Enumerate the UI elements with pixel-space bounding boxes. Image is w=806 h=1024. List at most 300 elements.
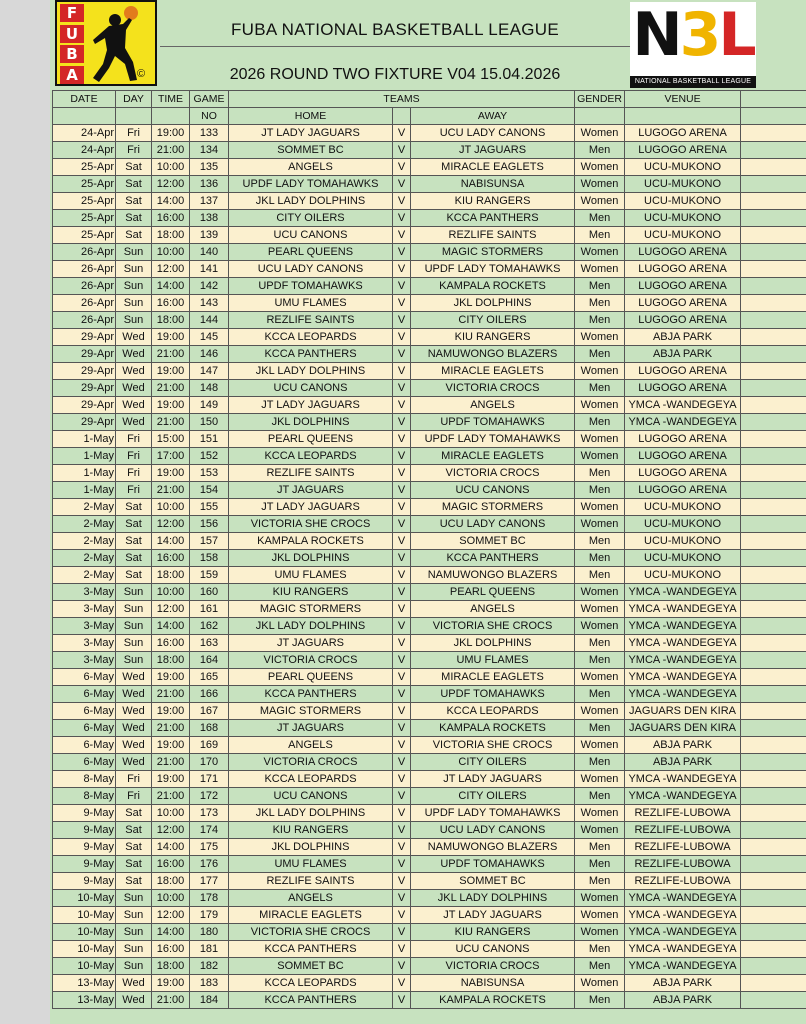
venue-cell: YMCA -WANDEGEYA bbox=[625, 924, 741, 941]
game-no-cell: 168 bbox=[190, 720, 229, 737]
fixture-row bbox=[53, 142, 806, 159]
away-team-cell: KIU RANGERS bbox=[411, 924, 575, 941]
away-team-cell: KAMPALA ROCKETS bbox=[411, 992, 575, 1009]
vs-cell: V bbox=[393, 856, 411, 873]
venue-cell: YMCA -WANDEGEYA bbox=[625, 686, 741, 703]
home-team-cell: ANGELS bbox=[229, 890, 393, 907]
fuba-letter-a: A bbox=[60, 66, 84, 84]
game-no-cell: 161 bbox=[190, 601, 229, 618]
home-team-cell: UMU FLAMES bbox=[229, 567, 393, 584]
game-no-cell: 138 bbox=[190, 210, 229, 227]
away-team-cell: KIU RANGERS bbox=[411, 329, 575, 346]
date-cell: 26-Apr bbox=[53, 295, 116, 312]
gender-cell: Men bbox=[575, 856, 625, 873]
fixture-row bbox=[53, 686, 806, 703]
home-team-cell: JKL LADY DOLPHINS bbox=[229, 618, 393, 635]
time-cell: 18:00 bbox=[152, 652, 190, 669]
day-cell: Fri bbox=[116, 125, 152, 142]
home-team-cell: PEARL QUEENS bbox=[229, 244, 393, 261]
home-team-cell: UPDF LADY TOMAHAWKS bbox=[229, 176, 393, 193]
date-cell: 25-Apr bbox=[53, 227, 116, 244]
blank-cell bbox=[741, 703, 806, 720]
nbl-logo-tagline: NATIONAL BASKETBALL LEAGUE bbox=[630, 76, 756, 88]
time-cell: 19:00 bbox=[152, 771, 190, 788]
game-no-cell: 156 bbox=[190, 516, 229, 533]
date-cell: 3-May bbox=[53, 584, 116, 601]
col-home: HOME bbox=[229, 108, 393, 125]
day-cell: Sat bbox=[116, 567, 152, 584]
blank-cell bbox=[741, 448, 806, 465]
day-cell: Fri bbox=[116, 465, 152, 482]
col-venue-sub bbox=[625, 108, 741, 125]
vs-cell: V bbox=[393, 992, 411, 1009]
date-cell: 10-May bbox=[53, 924, 116, 941]
blank-cell bbox=[741, 618, 806, 635]
date-cell: 29-Apr bbox=[53, 363, 116, 380]
day-cell: Sun bbox=[116, 958, 152, 975]
date-cell: 9-May bbox=[53, 822, 116, 839]
vs-cell: V bbox=[393, 720, 411, 737]
fixture-row bbox=[53, 465, 806, 482]
away-team-cell: UPDF TOMAHAWKS bbox=[411, 686, 575, 703]
date-cell: 2-May bbox=[53, 499, 116, 516]
day-cell: Sun bbox=[116, 244, 152, 261]
date-cell: 9-May bbox=[53, 839, 116, 856]
date-cell: 25-Apr bbox=[53, 159, 116, 176]
gender-cell: Men bbox=[575, 873, 625, 890]
fixture-row bbox=[53, 975, 806, 992]
away-team-cell: KCCA LEOPARDS bbox=[411, 703, 575, 720]
home-team-cell: SOMMET BC bbox=[229, 142, 393, 159]
game-no-cell: 167 bbox=[190, 703, 229, 720]
game-no-cell: 140 bbox=[190, 244, 229, 261]
home-team-cell: KCCA PANTHERS bbox=[229, 346, 393, 363]
time-cell: 21:00 bbox=[152, 720, 190, 737]
away-team-cell: MIRACLE EAGLETS bbox=[411, 669, 575, 686]
venue-cell: YMCA -WANDEGEYA bbox=[625, 414, 741, 431]
gender-cell: Women bbox=[575, 431, 625, 448]
gender-cell: Men bbox=[575, 346, 625, 363]
fixture-row bbox=[53, 601, 806, 618]
home-team-cell: REZLIFE SAINTS bbox=[229, 465, 393, 482]
away-team-cell: JKL DOLPHINS bbox=[411, 635, 575, 652]
game-no-cell: 148 bbox=[190, 380, 229, 397]
blank-cell bbox=[741, 635, 806, 652]
home-team-cell: VICTORIA CROCS bbox=[229, 652, 393, 669]
blank-cell bbox=[741, 805, 806, 822]
venue-cell: LUGOGO ARENA bbox=[625, 380, 741, 397]
away-team-cell: VICTORIA SHE CROCS bbox=[411, 618, 575, 635]
blank-cell bbox=[741, 856, 806, 873]
date-cell: 2-May bbox=[53, 567, 116, 584]
game-no-cell: 153 bbox=[190, 465, 229, 482]
date-cell: 3-May bbox=[53, 601, 116, 618]
vs-cell: V bbox=[393, 380, 411, 397]
game-no-cell: 183 bbox=[190, 975, 229, 992]
game-no-cell: 134 bbox=[190, 142, 229, 159]
game-no-cell: 164 bbox=[190, 652, 229, 669]
venue-cell: UCU-MUKONO bbox=[625, 227, 741, 244]
vs-cell: V bbox=[393, 176, 411, 193]
header bbox=[50, 0, 806, 90]
away-team-cell: KAMPALA ROCKETS bbox=[411, 278, 575, 295]
away-team-cell: UPDF TOMAHAWKS bbox=[411, 414, 575, 431]
time-cell: 16:00 bbox=[152, 635, 190, 652]
gender-cell: Men bbox=[575, 414, 625, 431]
date-cell: 6-May bbox=[53, 720, 116, 737]
date-cell: 24-Apr bbox=[53, 142, 116, 159]
away-team-cell: VICTORIA CROCS bbox=[411, 380, 575, 397]
time-cell: 14:00 bbox=[152, 618, 190, 635]
away-team-cell: SOMMET BC bbox=[411, 873, 575, 890]
date-cell: 29-Apr bbox=[53, 329, 116, 346]
vs-cell: V bbox=[393, 329, 411, 346]
time-cell: 21:00 bbox=[152, 992, 190, 1009]
vs-cell: V bbox=[393, 975, 411, 992]
venue-cell: LUGOGO ARENA bbox=[625, 261, 741, 278]
blank-cell bbox=[741, 125, 806, 142]
blank-cell bbox=[741, 142, 806, 159]
fixture-row bbox=[53, 652, 806, 669]
away-team-cell: UCU LADY CANONS bbox=[411, 125, 575, 142]
venue-cell: JAGUARS DEN KIRA bbox=[625, 720, 741, 737]
away-team-cell: ANGELS bbox=[411, 397, 575, 414]
fuba-logo-letters bbox=[60, 4, 86, 84]
gender-cell: Men bbox=[575, 380, 625, 397]
fixture-row bbox=[53, 176, 806, 193]
game-no-cell: 139 bbox=[190, 227, 229, 244]
game-no-cell: 177 bbox=[190, 873, 229, 890]
fixture-row bbox=[53, 380, 806, 397]
col-time: TIME bbox=[152, 91, 190, 108]
vs-cell: V bbox=[393, 142, 411, 159]
home-team-cell: JKL LADY DOLPHINS bbox=[229, 363, 393, 380]
game-no-cell: 180 bbox=[190, 924, 229, 941]
gender-cell: Men bbox=[575, 839, 625, 856]
venue-cell: LUGOGO ARENA bbox=[625, 142, 741, 159]
day-cell: Sat bbox=[116, 516, 152, 533]
day-cell: Sat bbox=[116, 550, 152, 567]
venue-cell: LUGOGO ARENA bbox=[625, 278, 741, 295]
time-cell: 10:00 bbox=[152, 584, 190, 601]
away-team-cell: JT LADY JAGUARS bbox=[411, 771, 575, 788]
time-cell: 19:00 bbox=[152, 397, 190, 414]
fixture-row bbox=[53, 295, 806, 312]
gender-cell: Men bbox=[575, 567, 625, 584]
venue-cell: REZLIFE-LUBOWA bbox=[625, 856, 741, 873]
date-cell: 9-May bbox=[53, 873, 116, 890]
gender-cell: Women bbox=[575, 193, 625, 210]
away-team-cell: MIRACLE EAGLETS bbox=[411, 448, 575, 465]
gender-cell: Women bbox=[575, 176, 625, 193]
col-game: GAME bbox=[190, 91, 229, 108]
home-team-cell: MAGIC STORMERS bbox=[229, 601, 393, 618]
home-team-cell: JT JAGUARS bbox=[229, 482, 393, 499]
time-cell: 19:00 bbox=[152, 737, 190, 754]
time-cell: 21:00 bbox=[152, 788, 190, 805]
day-cell: Sat bbox=[116, 856, 152, 873]
game-no-cell: 142 bbox=[190, 278, 229, 295]
blank-cell bbox=[741, 754, 806, 771]
day-cell: Sat bbox=[116, 227, 152, 244]
home-team-cell: PEARL QUEENS bbox=[229, 669, 393, 686]
col-teams: TEAMS bbox=[229, 91, 575, 108]
away-team-cell: JT LADY JAGUARS bbox=[411, 907, 575, 924]
col-date: DATE bbox=[53, 91, 116, 108]
home-team-cell: JKL LADY DOLPHINS bbox=[229, 193, 393, 210]
date-cell: 24-Apr bbox=[53, 125, 116, 142]
time-cell: 12:00 bbox=[152, 176, 190, 193]
day-cell: Sun bbox=[116, 601, 152, 618]
venue-cell: YMCA -WANDEGEYA bbox=[625, 397, 741, 414]
venue-cell: UCU-MUKONO bbox=[625, 567, 741, 584]
date-cell: 25-Apr bbox=[53, 193, 116, 210]
time-cell: 12:00 bbox=[152, 907, 190, 924]
col-venue: VENUE bbox=[625, 91, 741, 108]
fixture-row bbox=[53, 720, 806, 737]
venue-cell: YMCA -WANDEGEYA bbox=[625, 890, 741, 907]
vs-cell: V bbox=[393, 499, 411, 516]
home-team-cell: UCU CANONS bbox=[229, 380, 393, 397]
vs-cell: V bbox=[393, 737, 411, 754]
venue-cell: UCU-MUKONO bbox=[625, 193, 741, 210]
venue-cell: LUGOGO ARENA bbox=[625, 363, 741, 380]
gender-cell: Men bbox=[575, 210, 625, 227]
vs-cell: V bbox=[393, 805, 411, 822]
vs-cell: V bbox=[393, 652, 411, 669]
blank-cell bbox=[741, 975, 806, 992]
day-cell: Sat bbox=[116, 210, 152, 227]
time-cell: 14:00 bbox=[152, 533, 190, 550]
away-team-cell: JKL DOLPHINS bbox=[411, 295, 575, 312]
away-team-cell: MIRACLE EAGLETS bbox=[411, 159, 575, 176]
blank-cell bbox=[741, 465, 806, 482]
blank-cell bbox=[741, 652, 806, 669]
vs-cell: V bbox=[393, 431, 411, 448]
gender-cell: Women bbox=[575, 975, 625, 992]
game-no-cell: 182 bbox=[190, 958, 229, 975]
fixture-row bbox=[53, 227, 806, 244]
date-cell: 1-May bbox=[53, 482, 116, 499]
venue-cell: YMCA -WANDEGEYA bbox=[625, 958, 741, 975]
home-team-cell: KAMPALA ROCKETS bbox=[229, 533, 393, 550]
home-team-cell: ANGELS bbox=[229, 159, 393, 176]
fuba-letter-f: F bbox=[60, 4, 84, 22]
blank-cell bbox=[741, 907, 806, 924]
away-team-cell: UPDF TOMAHAWKS bbox=[411, 856, 575, 873]
fixture-row bbox=[53, 788, 806, 805]
vs-cell: V bbox=[393, 635, 411, 652]
gender-cell: Men bbox=[575, 533, 625, 550]
vs-cell: V bbox=[393, 890, 411, 907]
vs-cell: V bbox=[393, 669, 411, 686]
game-no-cell: 181 bbox=[190, 941, 229, 958]
gender-cell: Women bbox=[575, 737, 625, 754]
day-cell: Sat bbox=[116, 533, 152, 550]
venue-cell: LUGOGO ARENA bbox=[625, 244, 741, 261]
time-cell: 19:00 bbox=[152, 125, 190, 142]
game-no-cell: 150 bbox=[190, 414, 229, 431]
game-no-cell: 144 bbox=[190, 312, 229, 329]
blank-cell bbox=[741, 482, 806, 499]
col-vs-sub bbox=[393, 108, 411, 125]
venue-cell: LUGOGO ARENA bbox=[625, 482, 741, 499]
blank-cell bbox=[741, 431, 806, 448]
col-day-sub bbox=[116, 108, 152, 125]
date-cell: 1-May bbox=[53, 431, 116, 448]
venue-cell: LUGOGO ARENA bbox=[625, 448, 741, 465]
away-team-cell: UCU LADY CANONS bbox=[411, 822, 575, 839]
away-team-cell: CITY OILERS bbox=[411, 788, 575, 805]
gender-cell: Men bbox=[575, 142, 625, 159]
home-team-cell: KCCA LEOPARDS bbox=[229, 448, 393, 465]
fixture-row bbox=[53, 397, 806, 414]
blank-cell bbox=[741, 839, 806, 856]
home-team-cell: KCCA PANTHERS bbox=[229, 992, 393, 1009]
vs-cell: V bbox=[393, 295, 411, 312]
fixture-row bbox=[53, 635, 806, 652]
vs-cell: V bbox=[393, 822, 411, 839]
day-cell: Fri bbox=[116, 142, 152, 159]
col-time-sub bbox=[152, 108, 190, 125]
gender-cell: Men bbox=[575, 312, 625, 329]
vs-cell: V bbox=[393, 227, 411, 244]
gender-cell: Women bbox=[575, 159, 625, 176]
time-cell: 14:00 bbox=[152, 839, 190, 856]
time-cell: 10:00 bbox=[152, 890, 190, 907]
away-team-cell: MAGIC STORMERS bbox=[411, 244, 575, 261]
away-team-cell: CITY OILERS bbox=[411, 312, 575, 329]
vs-cell: V bbox=[393, 601, 411, 618]
gender-cell: Men bbox=[575, 227, 625, 244]
day-cell: Wed bbox=[116, 363, 152, 380]
fixture-row bbox=[53, 329, 806, 346]
time-cell: 16:00 bbox=[152, 856, 190, 873]
home-team-cell: VICTORIA SHE CROCS bbox=[229, 924, 393, 941]
blank-cell bbox=[741, 499, 806, 516]
game-no-cell: 154 bbox=[190, 482, 229, 499]
venue-cell: YMCA -WANDEGEYA bbox=[625, 584, 741, 601]
page-title: FUBA NATIONAL BASKETBALL LEAGUE bbox=[231, 20, 559, 39]
time-cell: 21:00 bbox=[152, 380, 190, 397]
blank-cell bbox=[741, 312, 806, 329]
blank-cell bbox=[741, 669, 806, 686]
fixture-row bbox=[53, 958, 806, 975]
gender-cell: Women bbox=[575, 703, 625, 720]
fuba-letter-u: U bbox=[60, 25, 84, 43]
game-no-cell: 175 bbox=[190, 839, 229, 856]
time-cell: 10:00 bbox=[152, 244, 190, 261]
vs-cell: V bbox=[393, 159, 411, 176]
fixture-row bbox=[53, 414, 806, 431]
home-team-cell: UCU CANONS bbox=[229, 788, 393, 805]
header-row-2 bbox=[53, 108, 806, 125]
fixture-row bbox=[53, 567, 806, 584]
date-cell: 26-Apr bbox=[53, 261, 116, 278]
day-cell: Sun bbox=[116, 941, 152, 958]
vs-cell: V bbox=[393, 312, 411, 329]
game-no-cell: 149 bbox=[190, 397, 229, 414]
day-cell: Sun bbox=[116, 907, 152, 924]
away-team-cell: UCU CANONS bbox=[411, 941, 575, 958]
blank-cell bbox=[741, 227, 806, 244]
vs-cell: V bbox=[393, 941, 411, 958]
day-cell: Sat bbox=[116, 873, 152, 890]
fixture-row bbox=[53, 873, 806, 890]
day-cell: Fri bbox=[116, 788, 152, 805]
time-cell: 21:00 bbox=[152, 414, 190, 431]
game-no-cell: 163 bbox=[190, 635, 229, 652]
venue-cell: ABJA PARK bbox=[625, 754, 741, 771]
col-day: DAY bbox=[116, 91, 152, 108]
date-cell: 26-Apr bbox=[53, 278, 116, 295]
time-cell: 18:00 bbox=[152, 873, 190, 890]
vs-cell: V bbox=[393, 550, 411, 567]
fuba-logo bbox=[55, 0, 157, 86]
venue-cell: UCU-MUKONO bbox=[625, 159, 741, 176]
home-team-cell: KCCA PANTHERS bbox=[229, 686, 393, 703]
venue-cell: REZLIFE-LUBOWA bbox=[625, 873, 741, 890]
blank-cell bbox=[741, 244, 806, 261]
col-gender: GENDER bbox=[575, 91, 625, 108]
day-cell: Wed bbox=[116, 329, 152, 346]
fixture-row bbox=[53, 856, 806, 873]
gender-cell: Women bbox=[575, 771, 625, 788]
fixture-row bbox=[53, 992, 806, 1009]
home-team-cell: KIU RANGERS bbox=[229, 822, 393, 839]
fixture-row bbox=[53, 431, 806, 448]
vs-cell: V bbox=[393, 210, 411, 227]
home-team-cell: MIRACLE EAGLETS bbox=[229, 907, 393, 924]
time-cell: 10:00 bbox=[152, 499, 190, 516]
game-no-cell: 178 bbox=[190, 890, 229, 907]
away-team-cell: NAMUWONGO BLAZERS bbox=[411, 839, 575, 856]
date-cell: 25-Apr bbox=[53, 176, 116, 193]
home-team-cell: JKL DOLPHINS bbox=[229, 550, 393, 567]
away-team-cell: MAGIC STORMERS bbox=[411, 499, 575, 516]
vs-cell: V bbox=[393, 346, 411, 363]
gender-cell: Women bbox=[575, 125, 625, 142]
game-no-cell: 145 bbox=[190, 329, 229, 346]
date-cell: 9-May bbox=[53, 856, 116, 873]
date-cell: 6-May bbox=[53, 686, 116, 703]
day-cell: Fri bbox=[116, 448, 152, 465]
day-cell: Wed bbox=[116, 754, 152, 771]
vs-cell: V bbox=[393, 193, 411, 210]
time-cell: 12:00 bbox=[152, 601, 190, 618]
away-team-cell: CITY OILERS bbox=[411, 754, 575, 771]
game-no-cell: 137 bbox=[190, 193, 229, 210]
home-team-cell: JT JAGUARS bbox=[229, 720, 393, 737]
away-team-cell: VICTORIA CROCS bbox=[411, 958, 575, 975]
date-cell: 29-Apr bbox=[53, 397, 116, 414]
day-cell: Sun bbox=[116, 652, 152, 669]
away-team-cell: KCCA PANTHERS bbox=[411, 550, 575, 567]
game-no-cell: 146 bbox=[190, 346, 229, 363]
blank-cell bbox=[741, 924, 806, 941]
day-cell: Sat bbox=[116, 839, 152, 856]
game-no-cell: 143 bbox=[190, 295, 229, 312]
gender-cell: Women bbox=[575, 363, 625, 380]
time-cell: 21:00 bbox=[152, 142, 190, 159]
blank-cell bbox=[741, 601, 806, 618]
time-cell: 12:00 bbox=[152, 261, 190, 278]
venue-cell: JAGUARS DEN KIRA bbox=[625, 703, 741, 720]
fixture-row bbox=[53, 159, 806, 176]
away-team-cell: MIRACLE EAGLETS bbox=[411, 363, 575, 380]
gender-cell: Men bbox=[575, 720, 625, 737]
date-cell: 8-May bbox=[53, 771, 116, 788]
